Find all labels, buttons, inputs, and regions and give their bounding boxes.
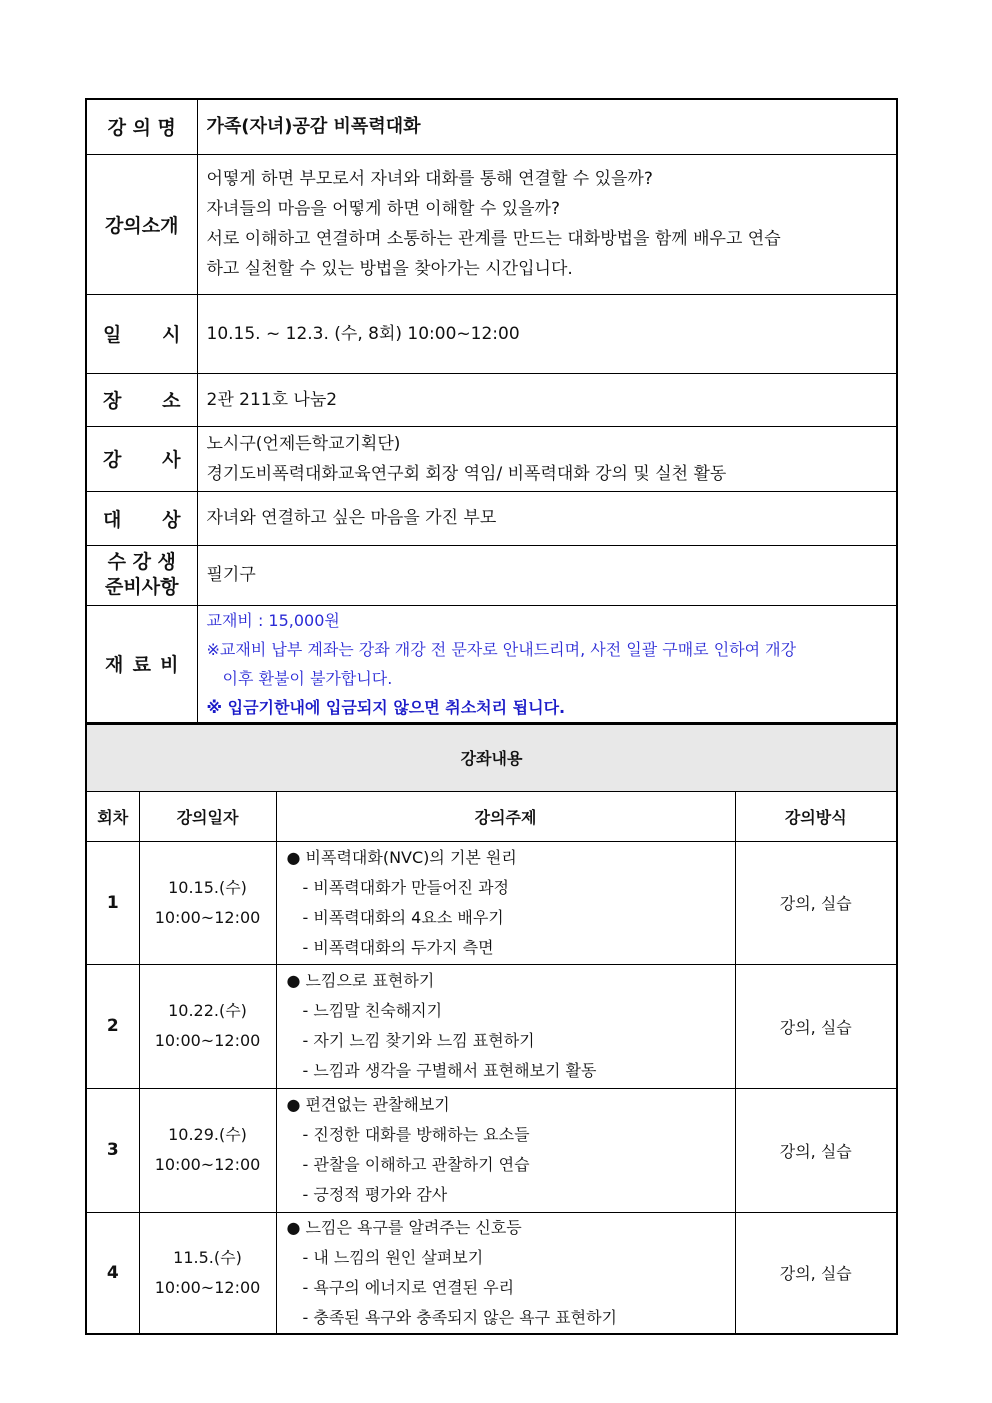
session-time: 10:00~12:00 xyxy=(154,907,261,927)
material-label-a: 재 xyxy=(105,654,124,676)
target-label xyxy=(86,491,197,545)
topic-sub: - 긍정적 평가와 감사 xyxy=(302,1185,448,1204)
section-title: 강좌내용 xyxy=(86,724,897,791)
date-label-b: 시 xyxy=(162,324,181,346)
place-value: 2관 211호 나눔2 xyxy=(197,373,897,426)
instructor-row xyxy=(86,426,897,491)
instructor-label-b: 사 xyxy=(162,449,181,471)
place-label-b: 소 xyxy=(162,390,181,412)
session-day: 10.29.(수) xyxy=(168,1125,247,1144)
intro-line: 자녀들의 마음을 어떻게 하면 이해할 수 있을까? xyxy=(206,199,560,219)
date-label xyxy=(86,294,197,373)
session-method: 강의, 실습 xyxy=(735,964,897,1088)
session-method: 강의, 실습 xyxy=(735,1088,897,1212)
table-row xyxy=(86,1212,897,1334)
session-method: 강의, 실습 xyxy=(735,841,897,964)
session-date xyxy=(139,964,276,1088)
table-row xyxy=(86,1088,897,1212)
instructor-value xyxy=(197,426,897,491)
session-day: 10.22.(수) xyxy=(168,1001,247,1020)
session-topic xyxy=(276,1088,735,1212)
material-value xyxy=(197,605,897,723)
schedule-table xyxy=(85,724,898,1335)
intro-label: 강의소개 xyxy=(86,154,197,294)
table-row xyxy=(86,841,897,964)
session-date xyxy=(139,1088,276,1212)
session-topic xyxy=(276,964,735,1088)
session-time: 10:00~12:00 xyxy=(154,1155,261,1174)
date-row xyxy=(86,294,897,373)
material-label-c: 비 xyxy=(160,654,179,676)
topic-title: ● 편견없는 관찰해보기 xyxy=(286,1095,450,1114)
title-row xyxy=(86,99,897,154)
topic-sub: - 느낌과 생각을 구별해서 표현해보기 활동 xyxy=(302,1061,597,1080)
material-fee: 교재비 : 15,000원 xyxy=(206,610,340,630)
course-info-table xyxy=(85,98,898,724)
session-method: 강의, 실습 xyxy=(735,1212,897,1334)
session-day: 11.5.(수) xyxy=(173,1247,242,1267)
instructor-label-a: 강 xyxy=(103,449,122,471)
topic-title: ● 비폭력대화(NVC)의 기본 원리 xyxy=(286,847,517,867)
material-warning: ※ 입금기한내에 입금되지 않으면 취소처리 됩니다. xyxy=(206,697,566,717)
session-no: 1 xyxy=(86,841,139,964)
material-note-line1: ※교재비 납부 계좌는 강좌 개강 전 문자로 안내드리며, 사전 일괄 구매로 인하여 개강 xyxy=(206,639,797,659)
session-day: 10.15.(수) xyxy=(168,877,247,897)
topic-sub: - 관찰을 이해하고 관찰하기 연습 xyxy=(302,1155,530,1174)
session-date xyxy=(139,1212,276,1334)
topic-title: ● 느낌은 욕구를 알려주는 신호등 xyxy=(286,1217,522,1237)
target-label-b: 상 xyxy=(162,508,181,531)
title-label: 강 의 명 xyxy=(86,99,197,154)
header-date: 강의일자 xyxy=(139,791,276,841)
target-value: 자녀와 연결하고 싶은 마음을 가진 부모 xyxy=(197,491,897,545)
material-note-line2: 이후 환불이 불가합니다. xyxy=(222,668,393,688)
prep-value: 필기구 xyxy=(197,545,897,605)
topic-sub: - 내 느낌의 원인 살펴보기 xyxy=(302,1247,484,1267)
material-label xyxy=(86,605,197,723)
session-no: 2 xyxy=(86,964,139,1088)
session-topic xyxy=(276,841,735,964)
intro-row xyxy=(86,154,897,294)
date-value: 10.15. ~ 12.3. (수, 8회) 10:00~12:00 xyxy=(197,294,897,373)
target-label-a: 대 xyxy=(103,508,122,531)
session-no: 4 xyxy=(86,1212,139,1334)
header-no: 회차 xyxy=(86,791,139,841)
session-topic xyxy=(276,1212,735,1334)
header-method: 강의방식 xyxy=(735,791,897,841)
place-label-a: 장 xyxy=(103,390,122,412)
prep-label-line2: 준비사항 xyxy=(105,576,179,598)
prep-row xyxy=(86,545,897,605)
topic-sub: - 욕구의 에너지로 연결된 우리 xyxy=(302,1277,515,1297)
prep-label xyxy=(86,545,197,605)
material-label-b: 료 xyxy=(132,654,151,676)
intro-text xyxy=(197,154,897,294)
intro-line: 하고 실천할 수 있는 방법을 찾아가는 시간입니다. xyxy=(206,259,573,279)
session-no: 3 xyxy=(86,1088,139,1212)
place-row xyxy=(86,373,897,426)
target-row xyxy=(86,491,897,545)
section-header-row xyxy=(86,724,897,791)
topic-sub: - 자기 느낌 찾기와 느낌 표현하기 xyxy=(302,1031,535,1050)
intro-line: 서로 이해하고 연결하며 소통하는 관계를 만드는 대화방법을 함께 배우고 연습 xyxy=(206,229,781,249)
document-page xyxy=(85,98,896,1335)
topic-sub: - 느낌말 친숙해지기 xyxy=(302,1001,443,1020)
table-row xyxy=(86,964,897,1088)
instructor-bio: 경기도비폭력대화교육연구회 회장 역임/ 비폭력대화 강의 및 실천 활동 xyxy=(206,463,727,484)
place-label xyxy=(86,373,197,426)
schedule-header-row xyxy=(86,791,897,841)
date-label-a: 일 xyxy=(103,324,122,346)
course-title: 가족(자녀)공감 비폭력대화 xyxy=(197,99,897,154)
header-topic: 강의주제 xyxy=(276,791,735,841)
session-time: 10:00~12:00 xyxy=(154,1031,261,1050)
topic-title: ● 느낌으로 표현하기 xyxy=(286,971,435,990)
session-time: 10:00~12:00 xyxy=(154,1277,261,1297)
prep-label-line1: 수 강 생 xyxy=(107,551,176,573)
topic-sub: - 비폭력대화의 4요소 배우기 xyxy=(302,907,504,927)
instructor-name: 노시구(언제든학교기획단) xyxy=(206,433,401,454)
instructor-label xyxy=(86,426,197,491)
material-row xyxy=(86,605,897,723)
session-date xyxy=(139,841,276,964)
topic-sub: - 비폭력대화의 두가지 측면 xyxy=(302,937,494,957)
topic-sub: - 진정한 대화를 방해하는 요소들 xyxy=(302,1125,530,1144)
intro-line: 어떻게 하면 부모로서 자녀와 대화를 통해 연결할 수 있을까? xyxy=(206,169,653,189)
topic-sub: - 비폭력대화가 만들어진 과정 xyxy=(302,877,510,897)
topic-sub: - 충족된 욕구와 충족되지 않은 욕구 표현하기 xyxy=(302,1307,617,1327)
